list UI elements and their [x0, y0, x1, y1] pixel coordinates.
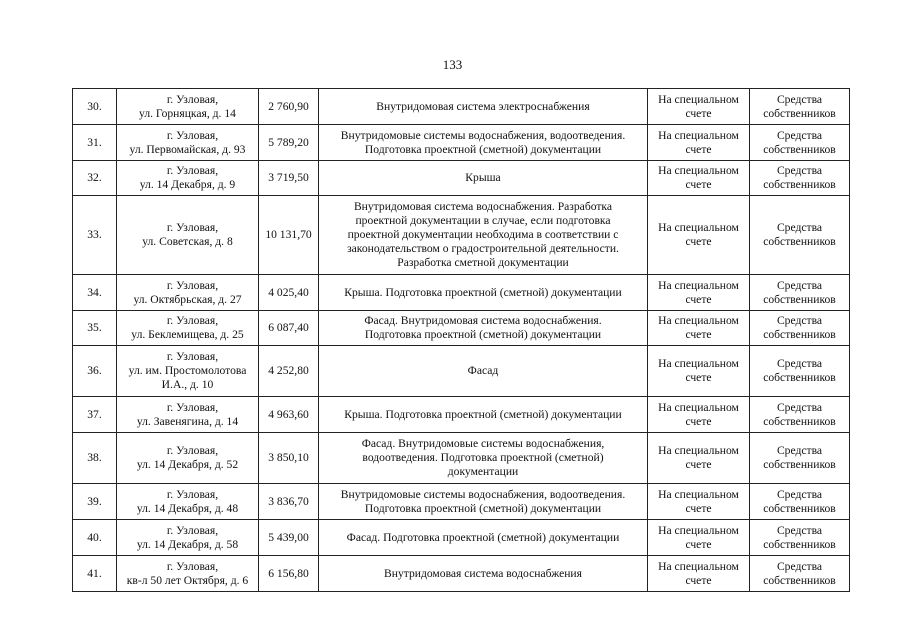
work-type-line: Подготовка проектной (сметной) документации	[364, 328, 602, 341]
funding-source-cell	[750, 556, 850, 592]
funding-source-line1: Средства	[776, 523, 823, 537]
work-type-line: Внутридомовая система водоснабжения. Разработка	[353, 200, 613, 213]
account-method-line2: счете	[685, 573, 712, 587]
funding-source-line2: собственников	[763, 292, 836, 306]
table-row	[73, 125, 850, 161]
address-street: ул. 14 Декабря, д. 9	[139, 178, 236, 191]
funding-source-line1: Средства	[776, 164, 823, 177]
work-type-line: водоотведения. Подготовка проектной (сметной)	[362, 451, 604, 464]
work-type-line: Внутридомовые системы водоснабжения, водоотведения.	[340, 487, 626, 501]
funding-source-cell	[750, 125, 850, 161]
work-type-cell	[319, 556, 648, 592]
work-type-cell	[319, 397, 648, 433]
account-method-cell	[648, 275, 750, 311]
account-method-line1: На специальном	[658, 314, 739, 327]
area-cell: 3 836,70	[259, 484, 319, 520]
address-cell	[117, 89, 259, 125]
funding-source-line2: собственников	[763, 537, 836, 551]
account-method-line1: На специальном	[658, 487, 739, 501]
row-number: 33.	[73, 196, 117, 275]
area-cell: 2 760,90	[259, 89, 319, 125]
account-method-line1: На специальном	[658, 400, 739, 414]
area-cell: 5 789,20	[259, 125, 319, 161]
area-cell: 3 719,50	[259, 161, 319, 196]
account-method-cell	[648, 161, 750, 196]
account-method-cell	[648, 311, 750, 346]
address-cell	[117, 196, 259, 275]
account-method-line1: На специальном	[658, 523, 739, 537]
repair-program-table	[72, 88, 850, 592]
address-cell	[117, 433, 259, 484]
address-cell	[117, 520, 259, 556]
funding-source-line2: собственников	[763, 142, 836, 156]
row-number: 32.	[73, 161, 117, 196]
funding-source-cell	[750, 520, 850, 556]
account-method-line2: счете	[685, 328, 712, 341]
account-method-cell	[648, 484, 750, 520]
funding-source-line1: Средства	[776, 128, 823, 142]
row-number: 37.	[73, 397, 117, 433]
account-method-line2: счете	[685, 537, 712, 551]
table-row	[73, 196, 850, 275]
account-method-cell	[648, 433, 750, 484]
funding-source-cell	[750, 196, 850, 275]
table-row	[73, 433, 850, 484]
work-type-line: Крыша	[465, 171, 501, 184]
account-method-line1: На специальном	[658, 92, 739, 106]
address-cell	[117, 275, 259, 311]
funding-source-line1: Средства	[776, 314, 823, 327]
address-extra: И.А., д. 10	[161, 378, 214, 391]
address-city: г. Узловая,	[166, 350, 219, 363]
area-cell: 6 156,80	[259, 556, 319, 592]
row-number: 31.	[73, 125, 117, 161]
funding-source-line2: собственников	[763, 371, 836, 384]
work-type-cell	[319, 346, 648, 397]
account-method-line2: счете	[685, 235, 712, 248]
address-street: ул. Октябрьская, д. 27	[133, 292, 242, 306]
account-method-cell	[648, 125, 750, 161]
funding-source-line1: Средства	[776, 221, 823, 234]
table-row	[73, 161, 850, 196]
funding-source-cell	[750, 161, 850, 196]
address-street: ул. Первомайская, д. 93	[129, 142, 246, 156]
work-type-cell	[319, 125, 648, 161]
work-type-cell	[319, 311, 648, 346]
address-city: г. Узловая,	[166, 444, 219, 457]
work-type-line: Фасад	[467, 364, 499, 377]
account-method-line2: счете	[685, 106, 712, 120]
work-type-line: Крыша. Подготовка проектной (сметной) документации	[344, 407, 622, 421]
funding-source-cell	[750, 89, 850, 125]
work-type-line: Крыша. Подготовка проектной (сметной) документации	[344, 285, 622, 299]
account-method-line2: счете	[685, 414, 712, 428]
area-cell: 4 025,40	[259, 275, 319, 311]
table-row	[73, 311, 850, 346]
area-cell: 3 850,10	[259, 433, 319, 484]
work-type-line: Подготовка проектной (сметной) документации	[364, 142, 602, 156]
area-cell: 4 252,80	[259, 346, 319, 397]
funding-source-line2: собственников	[763, 235, 836, 248]
account-method-line1: На специальном	[658, 444, 739, 457]
funding-source-cell	[750, 433, 850, 484]
table-row	[73, 484, 850, 520]
address-street: ул. Советская, д. 8	[142, 235, 233, 248]
funding-source-line1: Средства	[776, 487, 823, 501]
work-type-line: Фасад. Подготовка проектной (сметной) документации	[346, 530, 620, 544]
funding-source-line1: Средства	[776, 444, 823, 457]
work-type-line: проектной документации необходима в соответствии с	[347, 228, 619, 241]
table-row	[73, 346, 850, 397]
funding-source-line2: собственников	[763, 178, 836, 191]
account-method-line2: счете	[685, 178, 712, 191]
funding-source-cell	[750, 311, 850, 346]
account-method-cell	[648, 556, 750, 592]
address-city: г. Узловая,	[166, 314, 219, 327]
address-street: ул. Горняцкая, д. 14	[139, 106, 236, 120]
area-cell: 4 963,60	[259, 397, 319, 433]
page-number: 133	[442, 57, 463, 72]
funding-source-line2: собственников	[763, 458, 836, 471]
address-street: ул. 14 Декабря, д. 52	[136, 458, 239, 471]
account-method-line2: счете	[685, 501, 712, 515]
address-city: г. Узловая,	[166, 92, 219, 106]
area-cell: 6 087,40	[259, 311, 319, 346]
account-method-line1: На специальном	[658, 357, 739, 370]
address-street: ул. им. Простомолотова	[128, 364, 247, 377]
work-type-line: Внутридомовая система водоснабжения	[384, 566, 582, 580]
funding-source-line1: Средства	[776, 400, 823, 414]
row-number: 35.	[73, 311, 117, 346]
work-type-cell	[319, 161, 648, 196]
funding-source-cell	[750, 397, 850, 433]
address-street: ул. Завенягина, д. 14	[136, 414, 239, 428]
work-type-line: законодательством о градостроительной деятельности.	[347, 242, 619, 255]
work-type-cell	[319, 196, 648, 275]
address-city: г. Узловая,	[166, 523, 219, 537]
address-cell	[117, 484, 259, 520]
account-method-line2: счете	[685, 458, 712, 471]
address-street: ул. 14 Декабря, д. 48	[136, 501, 239, 515]
funding-source-line2: собственников	[763, 414, 836, 428]
account-method-line1: На специальном	[658, 278, 739, 292]
account-method-line2: счете	[685, 292, 712, 306]
account-method-cell	[648, 520, 750, 556]
table-row	[73, 275, 850, 311]
address-cell	[117, 125, 259, 161]
table-row	[73, 520, 850, 556]
table-row	[73, 556, 850, 592]
row-number: 38.	[73, 433, 117, 484]
address-cell	[117, 161, 259, 196]
account-method-cell	[648, 346, 750, 397]
row-number: 34.	[73, 275, 117, 311]
funding-source-line2: собственников	[763, 501, 836, 515]
address-city: г. Узловая,	[166, 128, 219, 142]
address-city: г. Узловая,	[166, 400, 219, 414]
account-method-line1: На специальном	[658, 164, 739, 177]
funding-source-line2: собственников	[763, 328, 836, 341]
work-type-line: Разработка сметной документации	[397, 256, 569, 269]
work-type-line: Внутридомовые системы водоснабжения, водоотведения.	[340, 128, 626, 142]
address-city: г. Узловая,	[166, 278, 219, 292]
address-street: ул. 14 Декабря, д. 58	[136, 537, 239, 551]
work-type-line: Подготовка проектной (сметной) документации	[364, 501, 602, 515]
address-city: г. Узловая,	[166, 221, 219, 234]
account-method-line2: счете	[685, 371, 712, 384]
account-method-cell	[648, 89, 750, 125]
account-method-line1: На специальном	[658, 221, 739, 234]
address-cell	[117, 311, 259, 346]
funding-source-line1: Средства	[776, 92, 823, 106]
work-type-line: Фасад. Внутридомовые системы водоснабжения,	[361, 437, 605, 450]
work-type-cell	[319, 275, 648, 311]
address-city: г. Узловая,	[166, 164, 219, 177]
account-method-cell	[648, 196, 750, 275]
work-type-cell	[319, 520, 648, 556]
funding-source-line2: собственников	[763, 106, 836, 120]
row-number: 40.	[73, 520, 117, 556]
funding-source-cell	[750, 275, 850, 311]
funding-source-line1: Средства	[776, 357, 823, 370]
work-type-line: документации	[447, 465, 519, 478]
address-cell	[117, 346, 259, 397]
address-cell	[117, 556, 259, 592]
work-type-line: проектной документации в случае, если подготовка	[355, 214, 611, 227]
address-city: г. Узловая,	[166, 559, 219, 573]
account-method-line1: На специальном	[658, 128, 739, 142]
table-body	[73, 89, 850, 592]
account-method-line1: На специальном	[658, 559, 739, 573]
funding-source-line2: собственников	[763, 573, 836, 587]
address-city: г. Узловая,	[166, 487, 219, 501]
area-cell: 5 439,00	[259, 520, 319, 556]
funding-source-line1: Средства	[776, 559, 823, 573]
area-cell: 10 131,70	[259, 196, 319, 275]
address-cell	[117, 397, 259, 433]
table-row	[73, 397, 850, 433]
table-row	[73, 89, 850, 125]
account-method-cell	[648, 397, 750, 433]
address-street: кв-л 50 лет Октября, д. 6	[126, 573, 249, 587]
row-number: 41.	[73, 556, 117, 592]
row-number: 39.	[73, 484, 117, 520]
work-type-cell	[319, 89, 648, 125]
work-type-line: Фасад. Внутридомовая система водоснабжения.	[364, 314, 602, 327]
work-type-line: Внутридомовая система электроснабжения	[376, 99, 590, 113]
funding-source-line1: Средства	[776, 278, 823, 292]
address-street: ул. Беклемищева, д. 25	[131, 328, 244, 341]
row-number: 30.	[73, 89, 117, 125]
funding-source-cell	[750, 346, 850, 397]
row-number: 36.	[73, 346, 117, 397]
account-method-line2: счете	[685, 142, 712, 156]
funding-source-cell	[750, 484, 850, 520]
work-type-cell	[319, 433, 648, 484]
work-type-cell	[319, 484, 648, 520]
